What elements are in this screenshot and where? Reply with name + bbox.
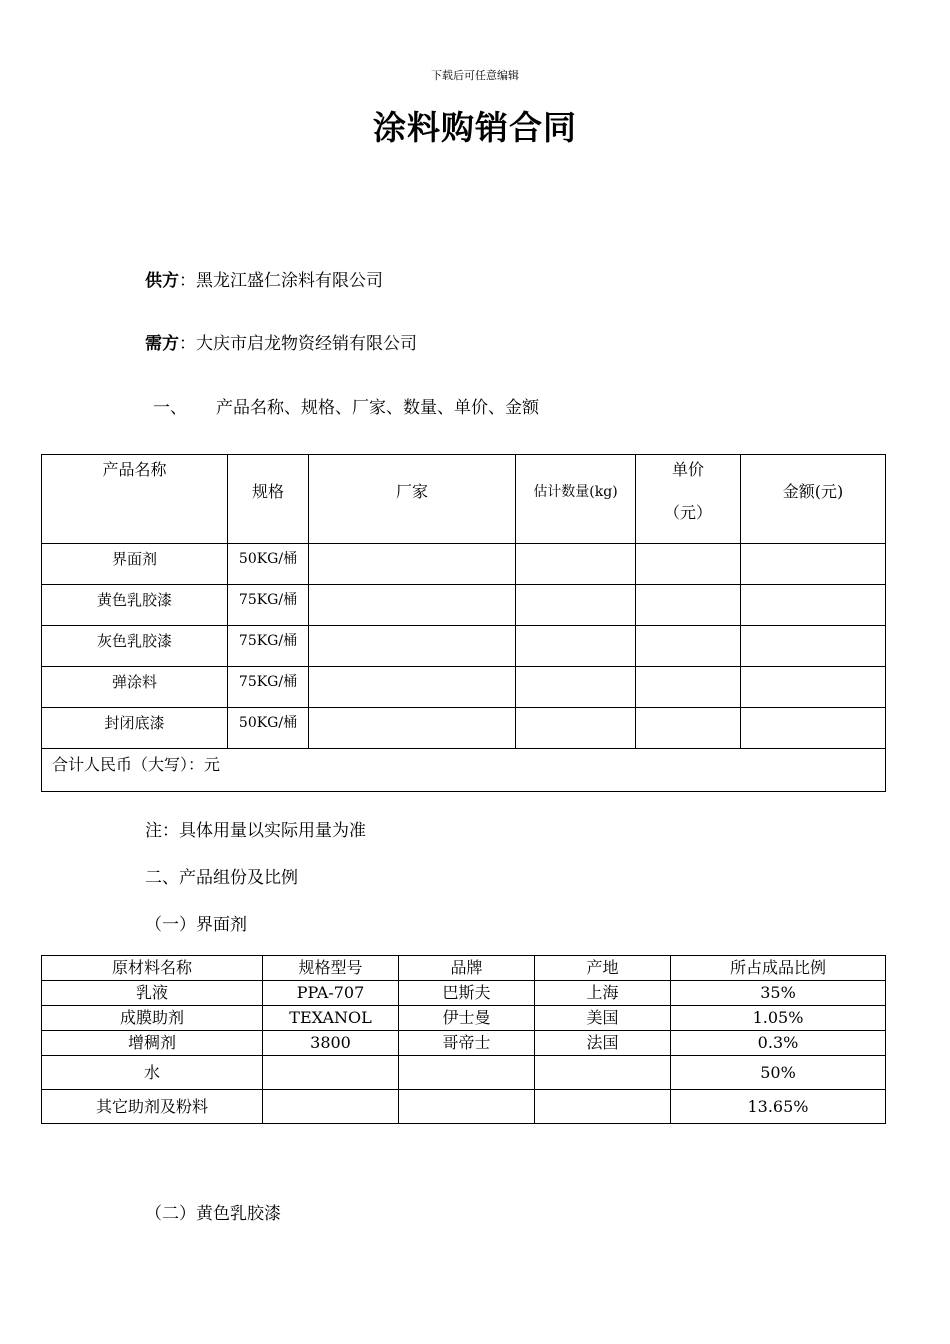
material-brand: 哥帝士: [399, 1031, 535, 1056]
table-row: [42, 981, 886, 1006]
document-title: 涂料购销合同: [373, 108, 577, 147]
material-name: 乳液: [42, 981, 263, 1006]
supplier-line: [145, 266, 383, 291]
product-spec: 50KG/桶: [238, 551, 298, 567]
material-name: 水: [42, 1056, 263, 1090]
product-price-table: [41, 454, 886, 792]
material-brand: 伊士曼: [399, 1006, 535, 1031]
header-spec: 规格: [228, 455, 309, 544]
header-unit-price: 单价 （元）: [636, 455, 741, 544]
header-brand: 品牌: [399, 956, 535, 981]
section1-title: 产品名称、规格、厂家、数量、单价、金额: [216, 398, 539, 418]
table-row: [42, 1006, 886, 1031]
material-name: 成膜助剂: [42, 1006, 263, 1031]
material-origin: 美国: [535, 1006, 671, 1031]
table-row: [42, 1090, 886, 1124]
material-name: 其它助剂及粉料: [42, 1090, 263, 1124]
product-spec: 75KG/桶: [238, 592, 298, 608]
subsection1-title: （一）界面剂: [145, 915, 247, 935]
header-ratio: 所占成品比例: [671, 956, 886, 981]
usage-note: 注：具体用量以实际用量为准: [145, 821, 366, 841]
subsection2-title: （二）黄色乳胶漆: [145, 1204, 281, 1224]
table-row: [42, 1031, 886, 1056]
material-ratio: 0.3%: [671, 1031, 886, 1056]
header-origin: 产地: [535, 956, 671, 981]
section1-number: 一、: [153, 398, 187, 418]
material-model: TEXANOL: [263, 1006, 399, 1031]
table-row: [42, 667, 886, 708]
buyer-name: ：大庆市启龙物资经销有限公司: [179, 334, 417, 354]
material-ratio: 50%: [671, 1056, 886, 1090]
total-label: 合计人民币（大写）：元: [52, 755, 221, 774]
header-manufacturer: 厂家: [309, 455, 516, 544]
table-row: [42, 626, 886, 667]
product-spec: 75KG/桶: [238, 633, 298, 649]
material-ratio: 35%: [671, 981, 886, 1006]
header-product-name: 产品名称: [42, 455, 228, 544]
supplier-name: ：黑龙江盛仁涂料有限公司: [179, 271, 383, 291]
material-name: 增稠剂: [42, 1031, 263, 1056]
table-header-row: [42, 956, 886, 981]
buyer-line: [145, 329, 417, 354]
product-name: 封闭底漆: [104, 714, 165, 732]
total-row: [42, 749, 886, 792]
product-name: 灰色乳胶漆: [96, 632, 172, 650]
section2-title: 二、产品组份及比例: [145, 868, 298, 888]
header-note: 下载后可任意编辑: [431, 69, 519, 82]
table-header-row: [42, 455, 886, 544]
product-name: 弹涂料: [111, 673, 157, 691]
header-amount: 金额(元): [741, 455, 886, 544]
table-row: [42, 585, 886, 626]
product-name: 界面剂: [111, 550, 157, 568]
product-spec: 50KG/桶: [238, 715, 298, 731]
table-row: [42, 708, 886, 749]
product-spec: 75KG/桶: [238, 674, 298, 690]
buyer-label: 需方: [145, 334, 179, 354]
table-row: [42, 1056, 886, 1090]
table-row: [42, 544, 886, 585]
material-model: 3800: [263, 1031, 399, 1056]
interface-agent-composition-table: [41, 955, 886, 1124]
material-model: PPA-707: [263, 981, 399, 1006]
material-brand: 巴斯夫: [399, 981, 535, 1006]
material-origin: 法国: [535, 1031, 671, 1056]
supplier-label: 供方: [145, 271, 179, 291]
material-ratio: 13.65%: [671, 1090, 886, 1124]
header-model: 规格型号: [263, 956, 399, 981]
header-material: 原材料名称: [42, 956, 263, 981]
material-origin: 上海: [535, 981, 671, 1006]
header-quantity: 估计数量(kg): [516, 455, 636, 544]
material-ratio: 1.05%: [671, 1006, 886, 1031]
product-name: 黄色乳胶漆: [96, 591, 172, 609]
